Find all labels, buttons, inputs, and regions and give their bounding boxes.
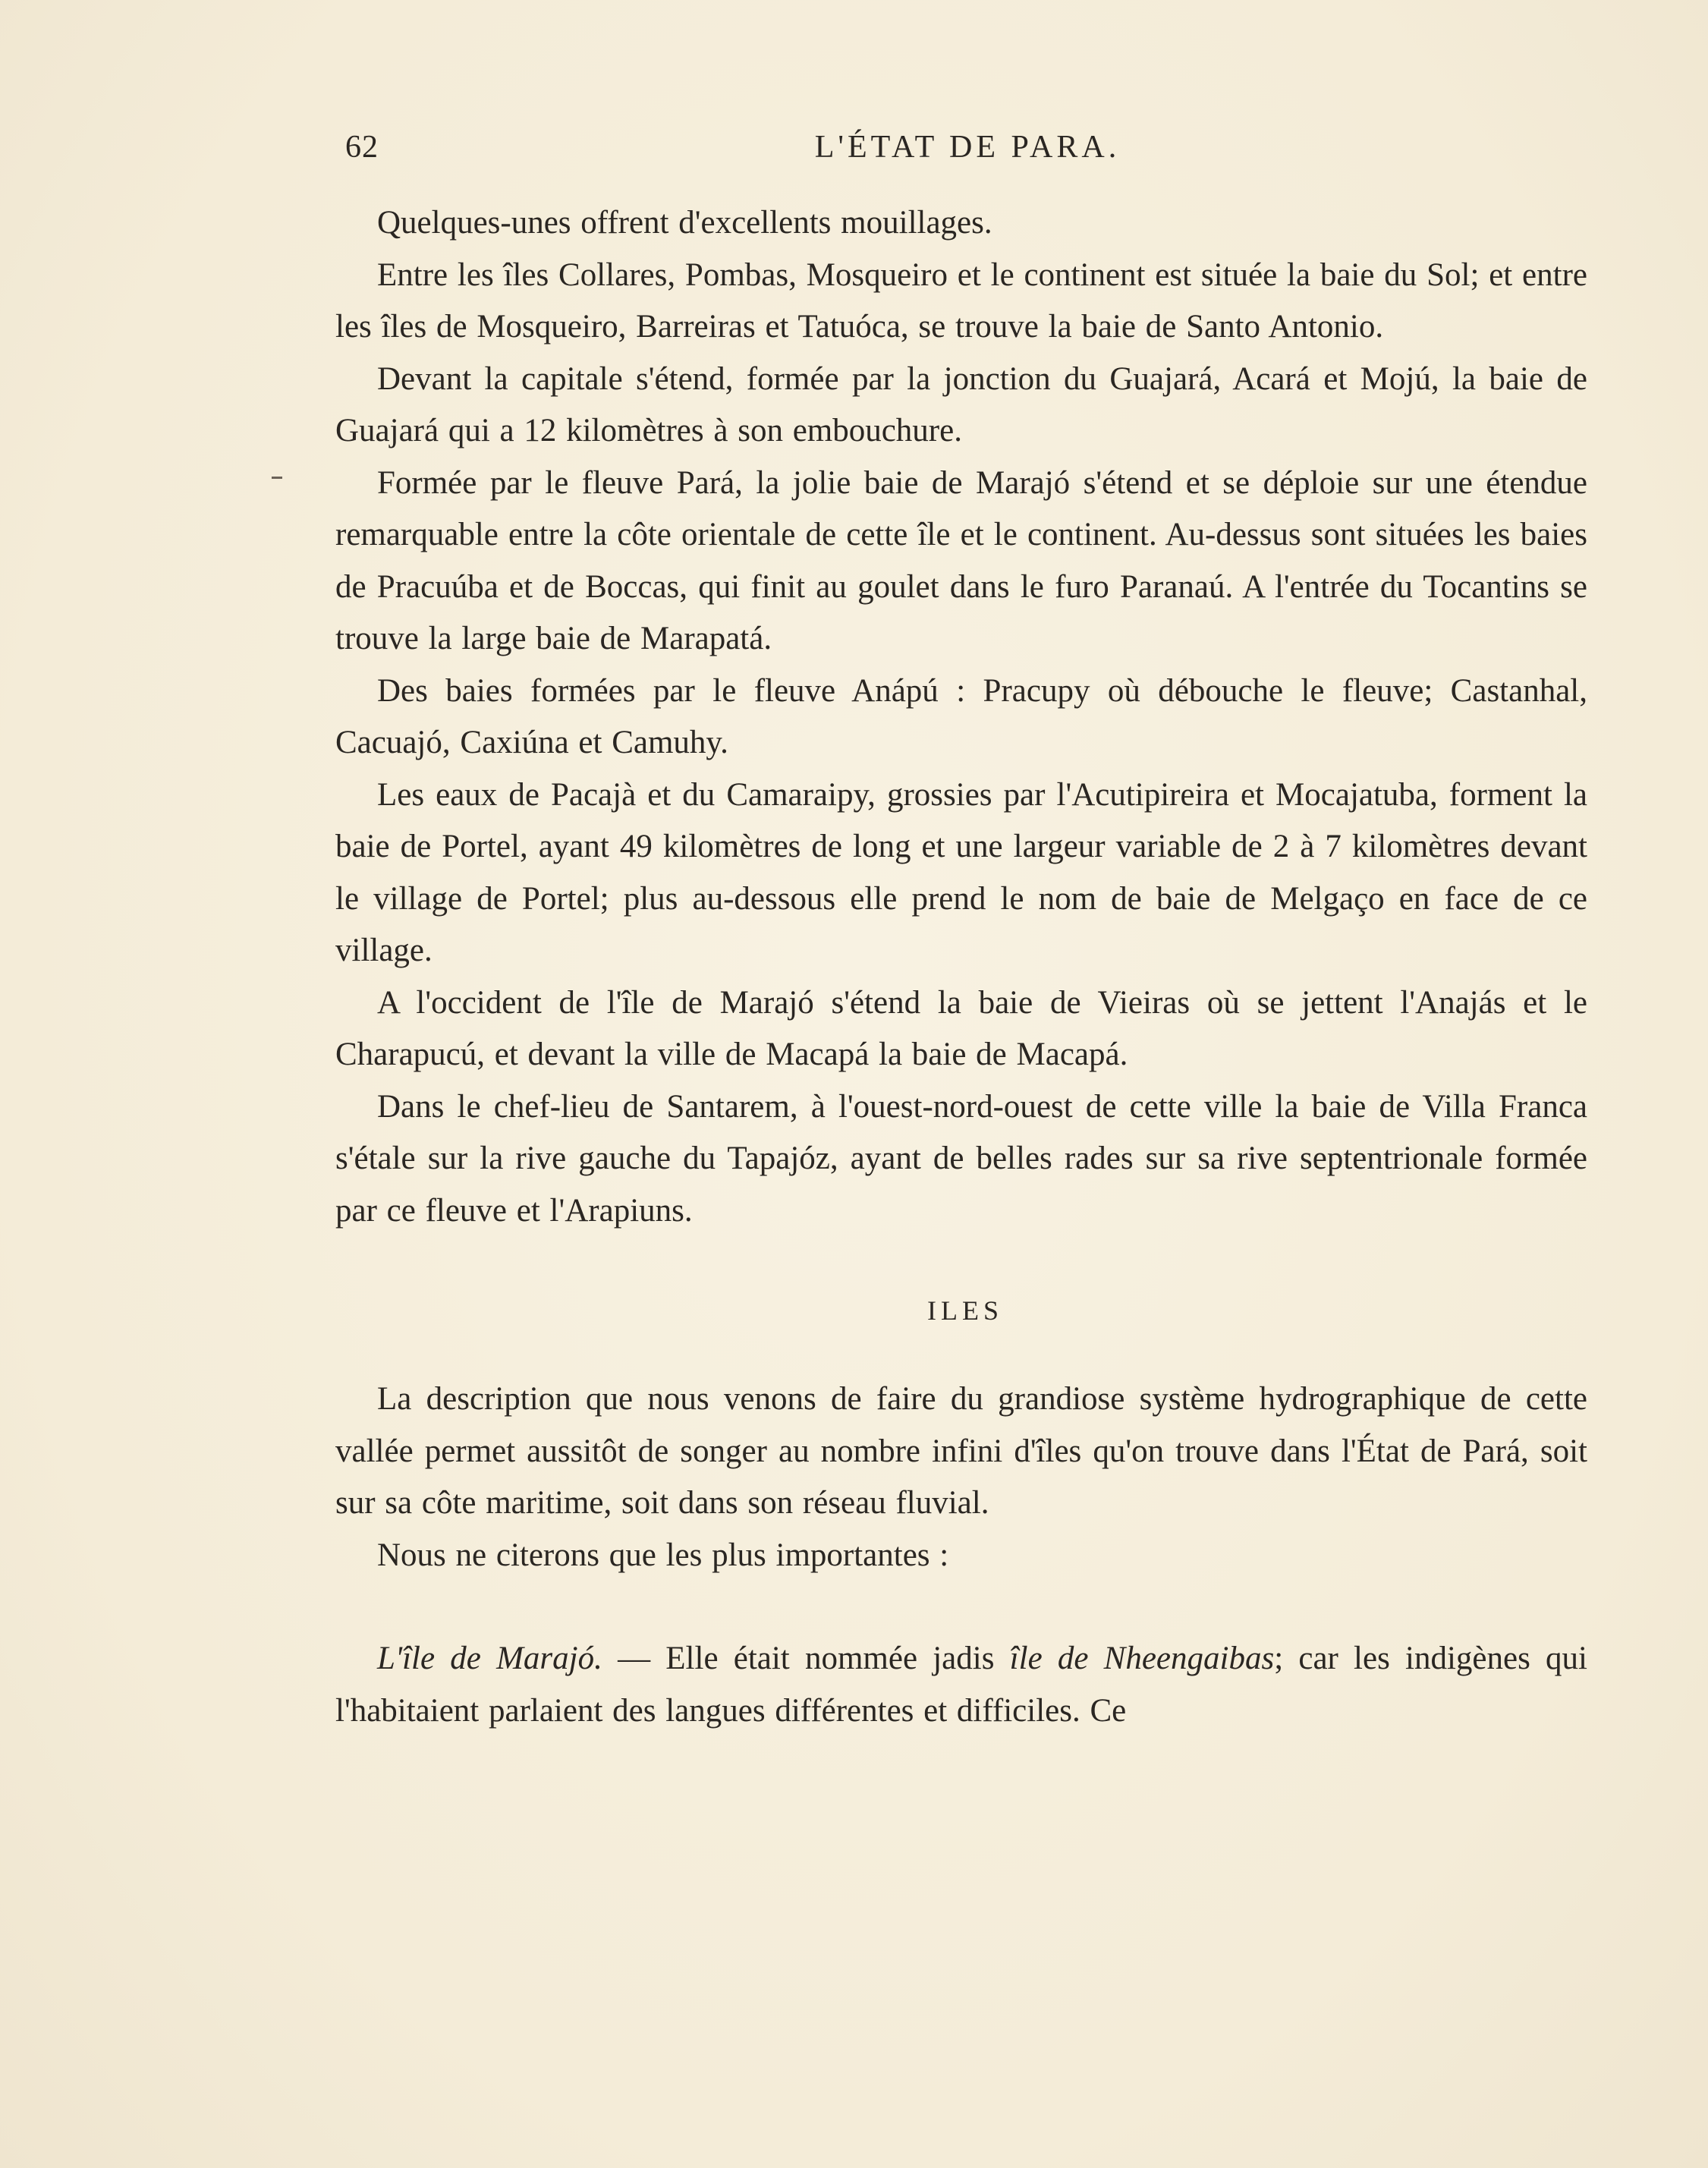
marajo-text-2: ; car les indigènes qui l'habitaient parlaient des langues différentes et difficiles. Ce	[335, 1641, 1587, 1729]
body-text	[335, 197, 1587, 1737]
marajo-heading: L'île de Marajó.	[377, 1641, 602, 1676]
page-header	[345, 129, 1590, 175]
section-paragraph-1: La description que nous venons de faire du grandiose système hydrographique de cette vallée permet aussitôt de songer au nombre infini d'îles qu'on trouve dans l'État de Pará, soit sur sa côte maritime, soit dans son réseau fluvial.	[335, 1381, 1587, 1521]
running-title: L'ÉTAT DE PARA.	[814, 130, 1121, 165]
paragraph-4: Formée par le fleuve Pará, la jolie baie de Marajó s'étend et se déploie sur une étendue remarquable entre la côte orientale de cette île et le continent. Au-dessus sont situées les baies de Pracuúba et de Boccas, qui finit au goulet dans le furo Paranaú. A l'entrée du Tocantins se trouve la large baie de Marapatá.	[335, 464, 1587, 656]
marajo-former-name: île de Nheengaibas	[1009, 1641, 1275, 1676]
page-number: 62	[345, 130, 379, 165]
paragraph-7: A l'occident de l'île de Marajó s'étend la baie de Vieiras où se jettent l'Anajás et le Charapucú, et devant la ville de Macapá la baie de Macapá.	[335, 984, 1587, 1072]
section-heading-iles: ILES	[927, 1295, 1003, 1326]
paragraph-gap	[335, 1581, 1587, 1633]
section-paragraph-2: Nous ne citerons que les plus importantes :	[377, 1537, 949, 1573]
paragraph-3: Devant la capitale s'étend, formée par la jonction du Guajará, Acará et Mojú, la baie de Guajará qui a 12 kilomètres à son embouchure.	[335, 360, 1587, 448]
marajo-text-1: — Elle était nommée jadis	[602, 1641, 1010, 1676]
paragraph-8: Dans le chef-lieu de Santarem, à l'ouest-nord-ouest de cette ville la baie de Villa Franca s'étale sur la rive gauche du Tapajóz, ayant de belles rades sur sa rive septentrionale formée par ce fleuve et l'Arapiuns.	[335, 1088, 1587, 1229]
section-paragraph-marajo	[335, 1633, 1587, 1737]
paragraph-5: Des baies formées par le fleuve Anápú : Pracupy où débouche le fleuve; Castanhal, Cacuajó, Caxiúna et Camuhy.	[335, 672, 1587, 760]
paragraph-2: Entre les îles Collares, Pombas, Mosqueiro et le continent est située la baie du Sol; et entre les îles de Mosqueiro, Barreiras et Tatuóca, se trouve la baie de Santo Antonio.	[335, 256, 1587, 345]
paragraph-6: Les eaux de Pacajà et du Camaraipy, grossies par l'Acutipireira et Mocajatuba, forment la baie de Portel, ayant 49 kilomètres de long et une largeur variable de 2 à 7 kilomètres devant le village de Portel; plus au-dessous elle prend le nom de baie de Melgaço en face de ce village.	[335, 776, 1587, 968]
margin-mark	[272, 477, 282, 479]
paragraph-1: Quelques-unes offrent d'excellents mouillages.	[377, 205, 992, 241]
